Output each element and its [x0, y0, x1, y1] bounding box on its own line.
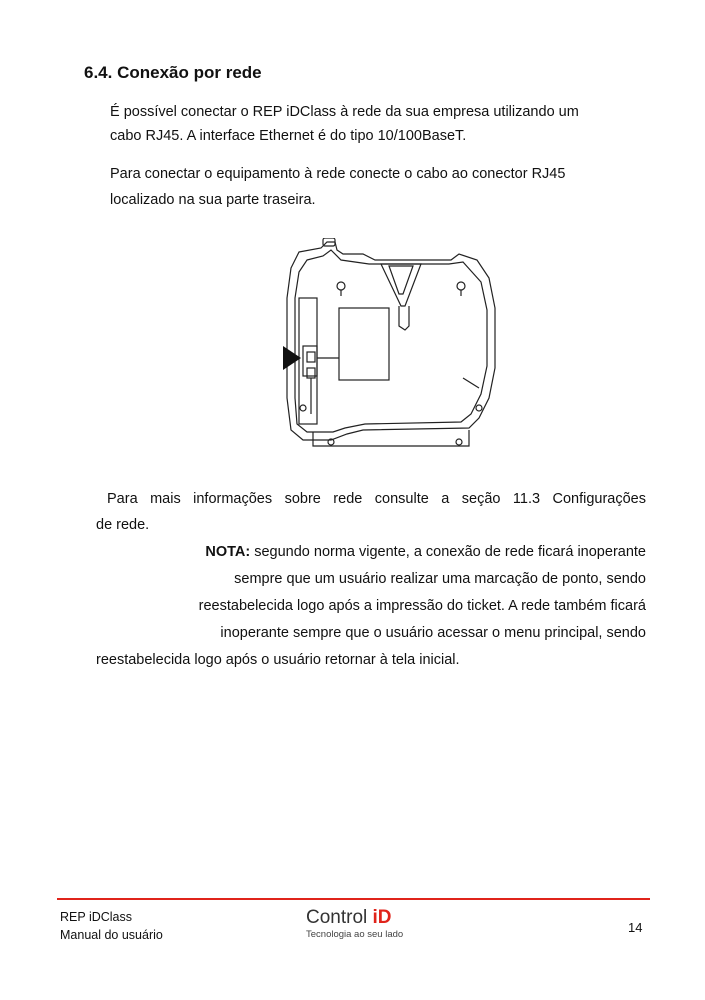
note-first-line [96, 539, 646, 566]
logo-tagline: Tecnologia ao seu lado [306, 929, 404, 940]
footer-product: REP iDClass [60, 910, 133, 924]
section-heading: 6.4. Conexão por rede [84, 63, 262, 82]
note-label: NOTA: [205, 544, 251, 560]
note-line: inoperante sempre que o usuário acessar o menu principal, sendo [220, 625, 646, 641]
page-number: 14 [628, 920, 643, 935]
paragraph-line: Para mais informações sobre rede consulte a seção 11.3 Configurações [107, 491, 646, 507]
paragraph-line: Para conectar o equipamento à rede conecte o cabo ao conector RJ45 [110, 166, 566, 182]
paragraph-line: localizado na sua parte traseira. [110, 192, 316, 208]
paragraph-rj45-cable [110, 100, 579, 148]
footer-document-info [60, 908, 163, 944]
note-line: sempre que um usuário realizar uma marcação de ponto, sendo [234, 571, 646, 587]
note-line: reestabelecida logo após a impressão do ticket. A rede também ficará [198, 598, 646, 614]
paragraph-line: É possível conectar o REP iDClass à rede da sua empresa utilizando um [110, 104, 579, 120]
paragraph-more-info [96, 486, 646, 538]
note-block [96, 539, 646, 674]
footer-manual: Manual do usuário [60, 928, 163, 942]
control-id-logo [306, 907, 403, 940]
footer-divider [57, 898, 650, 900]
note-text: segundo norma vigente, a conexão de rede ficará inoperante [254, 544, 646, 560]
paragraph-connect-instructions [110, 161, 565, 213]
paragraph-line: de rede. [96, 517, 150, 533]
paragraph-line: cabo RJ45. A interface Ethernet é do tipo 10/100BaseT. [110, 128, 467, 144]
logo-wordmark: Control iD [306, 907, 392, 928]
note-line: reestabelecida logo após o usuário retornar à tela inicial. [96, 652, 460, 668]
device-rear-illustration [283, 238, 501, 456]
